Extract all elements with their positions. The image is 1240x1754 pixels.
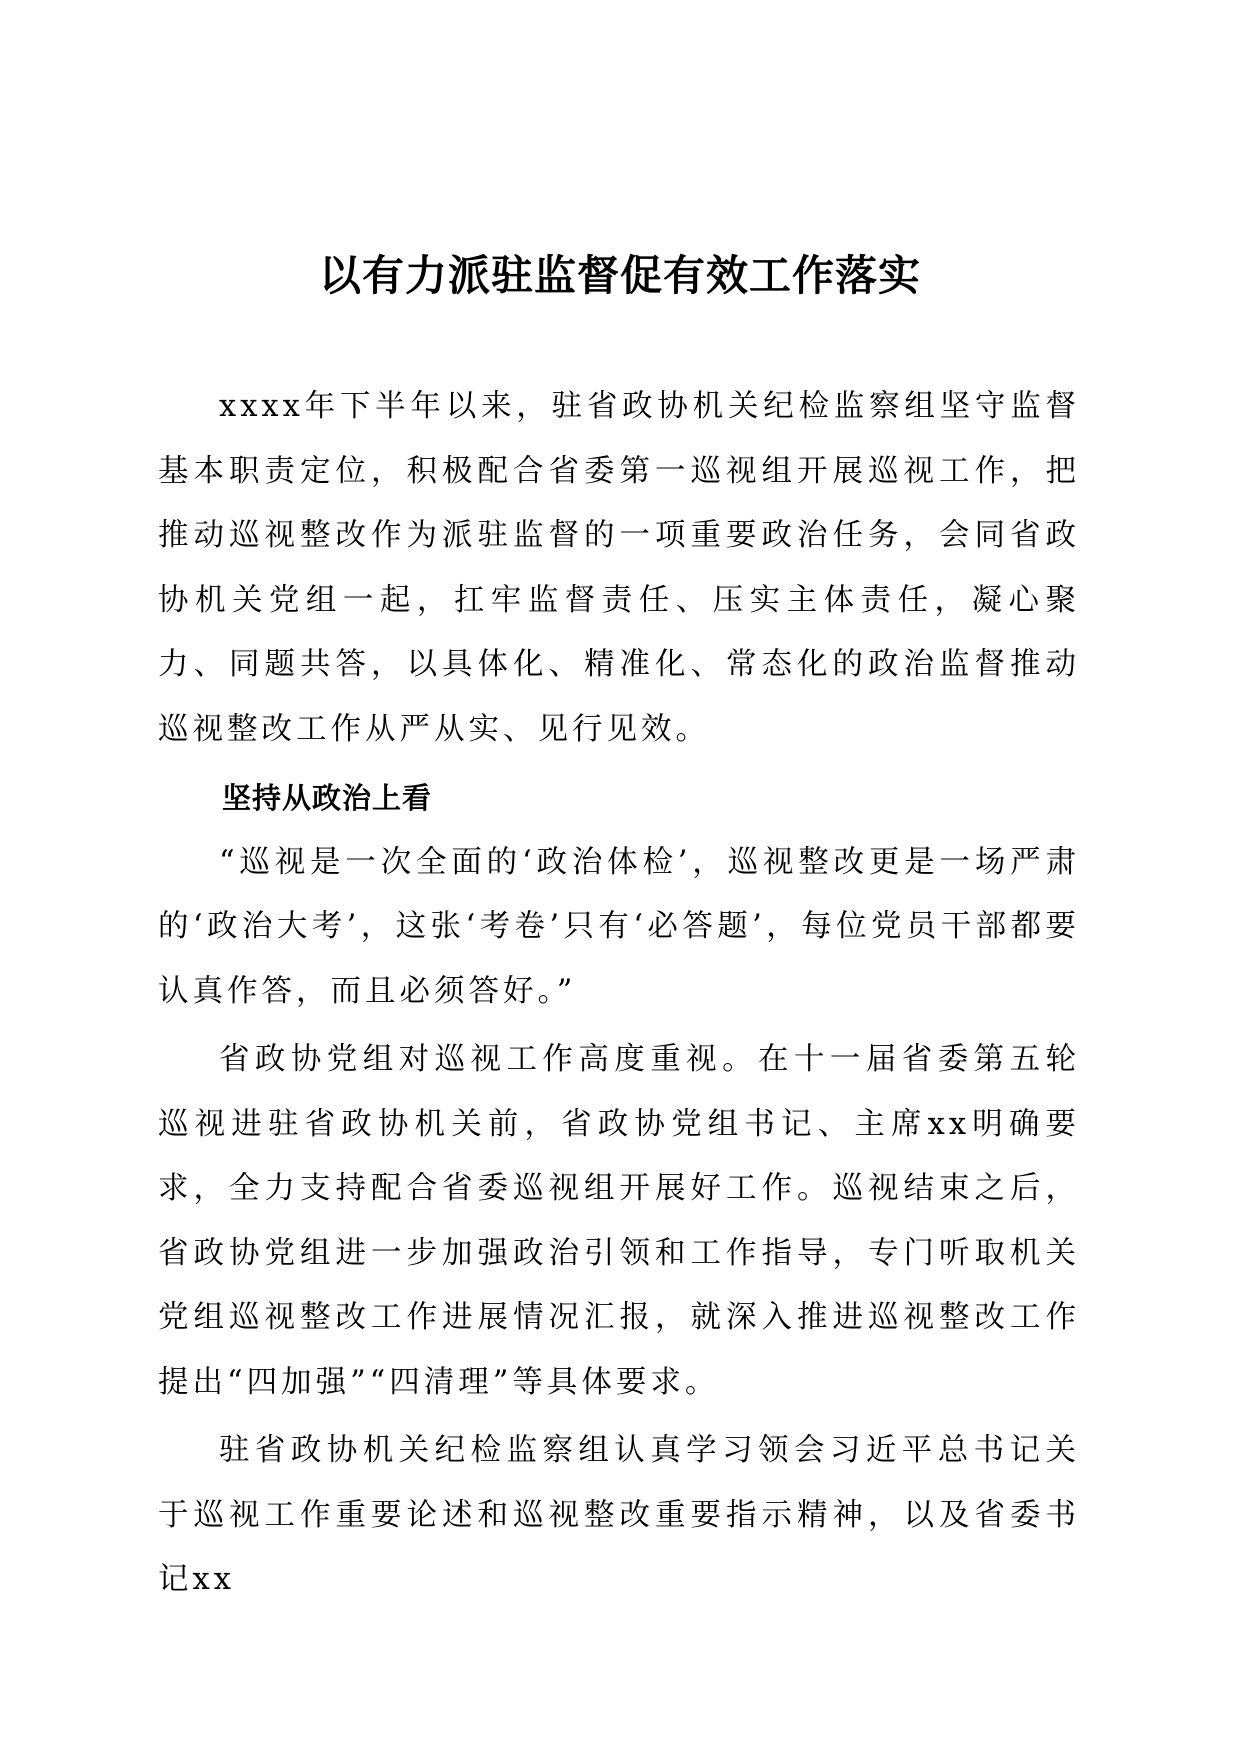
document-body <box>158 375 1080 1613</box>
section-heading: 坚持从政治上看 <box>222 781 433 815</box>
paragraph-intro: xxxx年下半年以来，驻省政协机关纪检监察组坚守监督基本职责定位，积极配合省委第一巡视组开展巡视工作，把推动巡视整改作为派驻监督的一项重要政治任务，会同省政协机关党组一起，扛牢监督责任、压实主体责任，凝心聚力、同题共答，以具体化、精准化、常态化的政治监督推动巡视整改工作从严从实、见行见效。 <box>158 389 1080 747</box>
paragraph-discipline-group: 驻省政协机关纪检监察组认真学习领会习近平总书记关于巡视工作重要论述和巡视整改重要指示精神，以及省委书记xx <box>158 1433 1080 1597</box>
document-title: 以有力派驻监督促有效工作落实 <box>318 251 921 300</box>
paragraph-quote: “巡视是一次全面的‘政治体检’，巡视整改更是一场严肃的‘政治大考’，这张‘考卷’只有‘必答题’，每位党员干部都要认真作答，而且必须答好。” <box>158 844 1080 1009</box>
paragraph-party-group: 省政协党组对巡视工作高度重视。在十一届省委第五轮巡视进驻省政协机关前，省政协党组书记、主席xx明确要求，全力支持配合省委巡视组开展好工作。巡视结束之后，省政协党组进一步加强政治引领和工作指导，专门听取机关党组巡视整改工作进展情况汇报，就深入推进巡视整改工作提出“四加强”“四清理”等具体要求。 <box>158 1042 1080 1400</box>
